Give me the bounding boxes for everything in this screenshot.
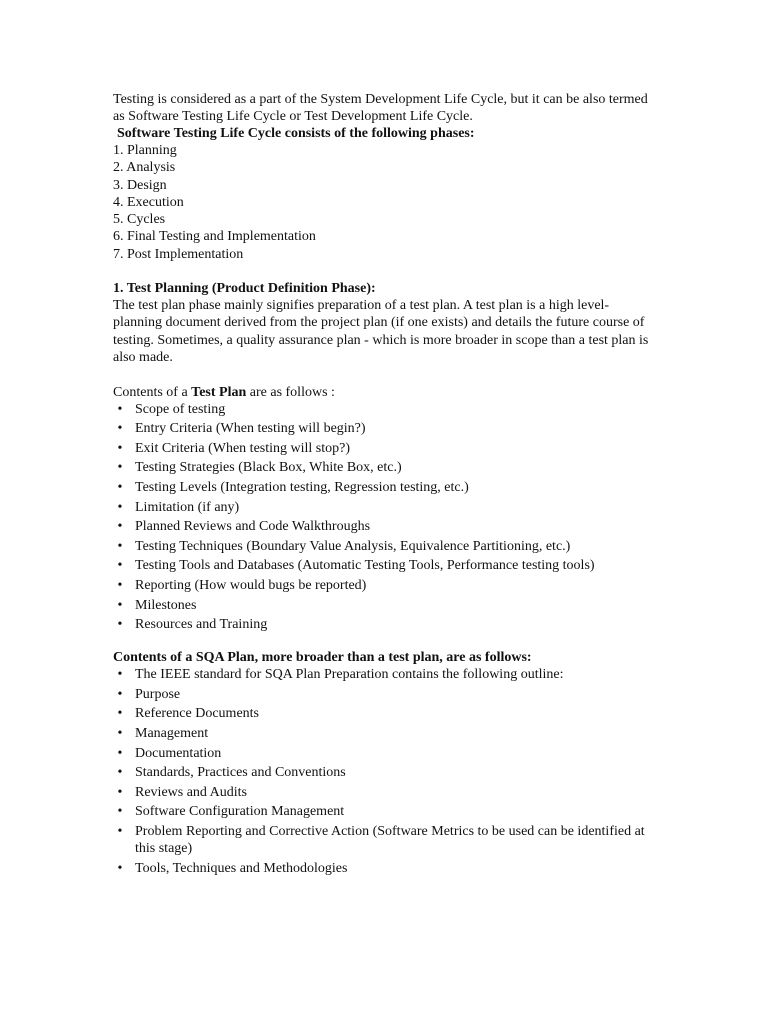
phase-item: 7. Post Implementation	[113, 246, 244, 262]
bullet-icon: •	[117, 558, 123, 574]
list-item: • Testing Techniques (Boundary Value Analysis, Equivalence Partitioning, etc.)	[113, 538, 653, 555]
contents-suffix: are as follows :	[246, 384, 335, 400]
document-page	[113, 91, 653, 879]
list-item: • Problem Reporting and Corrective Action (Software Metrics to be used can be identified at this stage)	[113, 823, 653, 857]
list-item: • Standards, Practices and Conventions	[113, 764, 653, 781]
bullet-icon: •	[117, 480, 123, 496]
list-item: • The IEEE standard for SQA Plan Preparation contains the following outline:	[113, 666, 653, 683]
bullet-icon: •	[117, 860, 123, 876]
list-item: • Testing Levels (Integration testing, Regression testing, etc.)	[113, 479, 653, 496]
bullet-icon: •	[117, 686, 123, 702]
bullet-icon: •	[117, 597, 123, 613]
bullet-icon: •	[117, 499, 123, 515]
bullet-icon: •	[117, 440, 123, 456]
sqa-plan-heading: Contents of a SQA Plan, more broader than a test plan, are as follows:	[113, 650, 532, 666]
list-item: • Reporting (How would bugs be reported)	[113, 577, 653, 594]
contents-prefix: Contents of a	[113, 384, 192, 400]
phase-item: 1. Planning	[113, 143, 177, 158]
bullet-icon: •	[117, 460, 123, 476]
list-item: • Planned Reviews and Code Walkthroughs	[113, 518, 653, 535]
bullet-icon: •	[117, 519, 123, 535]
list-item: • Tools, Techniques and Methodologies	[113, 860, 653, 877]
bullet-icon: •	[117, 421, 123, 437]
bullet-icon: •	[117, 765, 123, 781]
list-item: • Entry Criteria (When testing will begin?)	[113, 420, 653, 437]
list-item: • Testing Strategies (Black Box, White Box, etc.)	[113, 459, 653, 476]
bullet-icon: •	[117, 804, 123, 820]
contents-bold-term: Test Plan	[191, 384, 247, 400]
bullet-icon: •	[117, 706, 123, 722]
list-item: • Reviews and Audits	[113, 784, 653, 801]
intro-paragraph: Testing is considered as a part of the System Development Life Cycle, but it can be also termed as Software Testing Life Cycle or Test Development Life Cycle.	[113, 92, 648, 124]
bullet-icon: •	[117, 617, 123, 633]
bullet-icon: •	[117, 784, 123, 800]
phase-item: 6. Final Testing and Implementation	[113, 229, 316, 245]
list-item: • Management	[113, 725, 653, 742]
test-plan-contents-intro	[113, 384, 653, 401]
bullet-icon: •	[117, 401, 123, 417]
list-item: • Scope of testing	[113, 401, 653, 418]
list-item: • Reference Documents	[113, 705, 653, 722]
bullet-icon: •	[117, 667, 123, 683]
bullet-icon: •	[117, 823, 123, 839]
list-item: • Purpose	[113, 686, 653, 703]
list-item: • Testing Tools and Databases (Automatic Testing Tools, Performance testing tools)	[113, 557, 653, 574]
phase-item: 4. Execution	[113, 194, 184, 210]
phase-item: 2. Analysis	[113, 160, 176, 176]
list-item: • Software Configuration Management	[113, 803, 653, 820]
test-planning-heading: 1. Test Planning (Product Definition Phase):	[113, 281, 376, 297]
list-item: • Milestones	[113, 597, 653, 614]
phase-item: 5. Cycles	[113, 212, 166, 228]
bullet-icon: •	[117, 726, 123, 742]
phases-list	[113, 142, 653, 263]
test-planning-paragraph: The test plan phase mainly signifies preparation of a test plan. A test plan is a high level-planning document derived from the project plan (if one exists) and details the future course of testing. Sometimes, a quality assurance plan - which is more broader in scope than a test plan is also made.	[113, 298, 649, 366]
bullet-icon: •	[117, 538, 123, 554]
list-item: • Documentation	[113, 745, 653, 762]
phase-item: 3. Design	[113, 177, 167, 193]
test-plan-contents-list	[113, 401, 653, 634]
phases-heading: Software Testing Life Cycle consists of the following phases:	[117, 126, 475, 141]
list-item: • Limitation (if any)	[113, 499, 653, 516]
bullet-icon: •	[117, 745, 123, 761]
bullet-icon: •	[117, 578, 123, 594]
sqa-plan-contents-list	[113, 666, 653, 876]
list-item: • Resources and Training	[113, 616, 653, 633]
list-item: • Exit Criteria (When testing will stop?)	[113, 440, 653, 457]
